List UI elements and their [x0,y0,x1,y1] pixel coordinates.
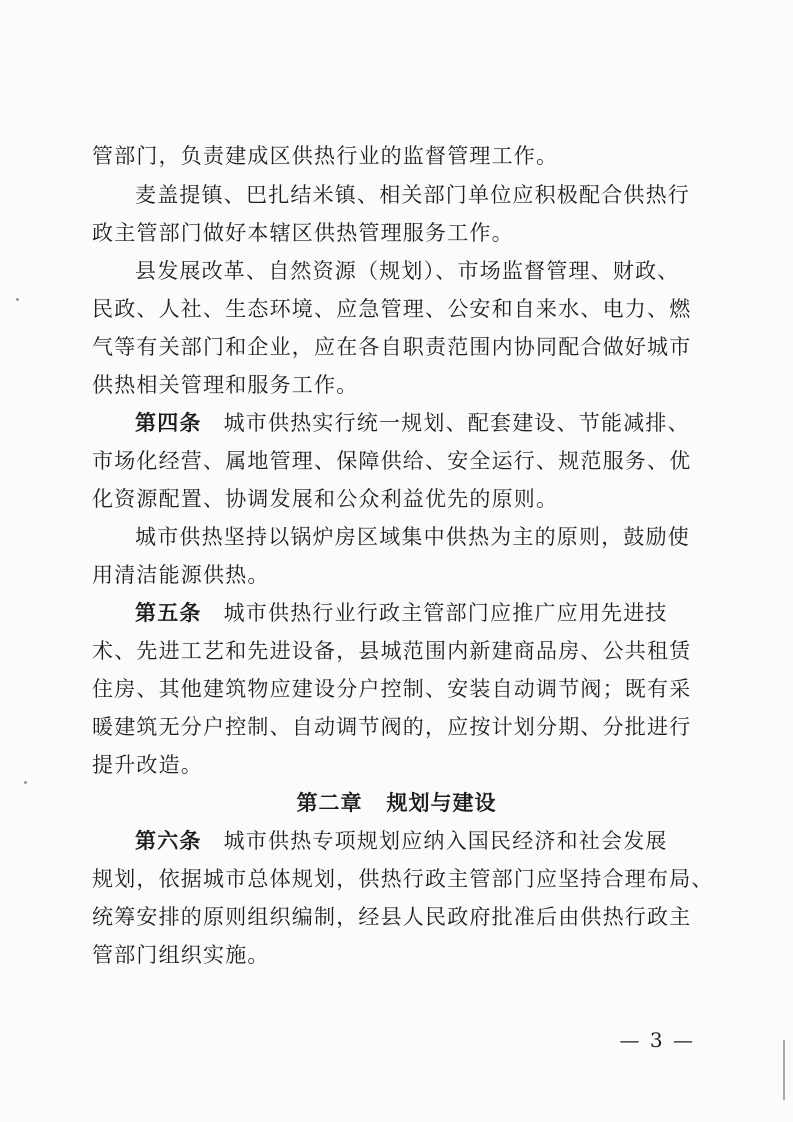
text-line: 住房、其他建筑物应建设分户控制、安装自动调节阀；既有采 [92,677,692,701]
article-4-line [135,409,690,437]
article-4-label: 第四条 [135,411,202,435]
text-line: 城市供热坚持以锅炉房区域集中供热为主的原则，鼓励使 [135,525,690,549]
text-line: 暖建筑无分户控制、自动调节阀的，应按计划分期、分批进行 [92,715,692,739]
text-line: 供热相关管理和服务工作。 [92,373,359,397]
article-5-text: 城市供热行业行政主管部门应推广应用先进技 [223,601,668,625]
text-line: 管部门组织实施。 [92,943,270,967]
article-6-text: 城市供热专项规划应纳入国民经济和社会发展 [223,829,668,853]
scan-speck [24,781,27,784]
text-line: 规划，依据城市总体规划，供热行政主管部门应坚持合理布局、 [92,867,714,891]
article-6-label: 第六条 [135,829,202,853]
text-line: 政主管部门做好本辖区供热管理服务工作。 [92,221,514,245]
text-line: 市场化经营、属地管理、保障供给、安全运行、规范服务、优 [92,449,692,473]
scan-edge-mark [783,1040,785,1100]
text-line: 化资源配置、协调发展和公众利益优先的原则。 [92,487,559,511]
text-line: 气等有关部门和企业，应在各自职责范围内协同配合做好城市 [92,335,692,359]
article-6-line [135,827,668,855]
article-5-label: 第五条 [135,601,202,625]
chapter-heading [0,789,793,817]
text-line: 用清洁能源供热。 [92,563,270,587]
article-5-line [135,599,668,627]
page-number: — 3 — [619,1028,695,1052]
text-line: 麦盖提镇、巴扎结米镇、相关部门单位应积极配合供热行 [135,183,690,207]
text-line: 术、先进工艺和先进设备，县城范围内新建商品房、公共租赁 [92,639,692,663]
chapter-title: 规划与建设 [386,791,497,815]
text-line: 县发展改革、自然资源（规划）、市场监督管理、财政、 [135,259,680,283]
text-line: 统筹安排的原则组织编制，经县人民政府批准后由供热行政主 [92,905,692,929]
text-line: 提升改造。 [92,753,203,777]
text-line: 民政、人社、生态环境、应急管理、公安和自来水、电力、燃 [92,297,692,321]
article-4-text: 城市供热实行统一规划、配套建设、节能减排、 [223,411,690,435]
text-line: 管部门，负责建成区供热行业的监督管理工作。 [92,144,559,168]
scan-speck [16,298,19,301]
chapter-number: 第二章 [296,791,363,815]
